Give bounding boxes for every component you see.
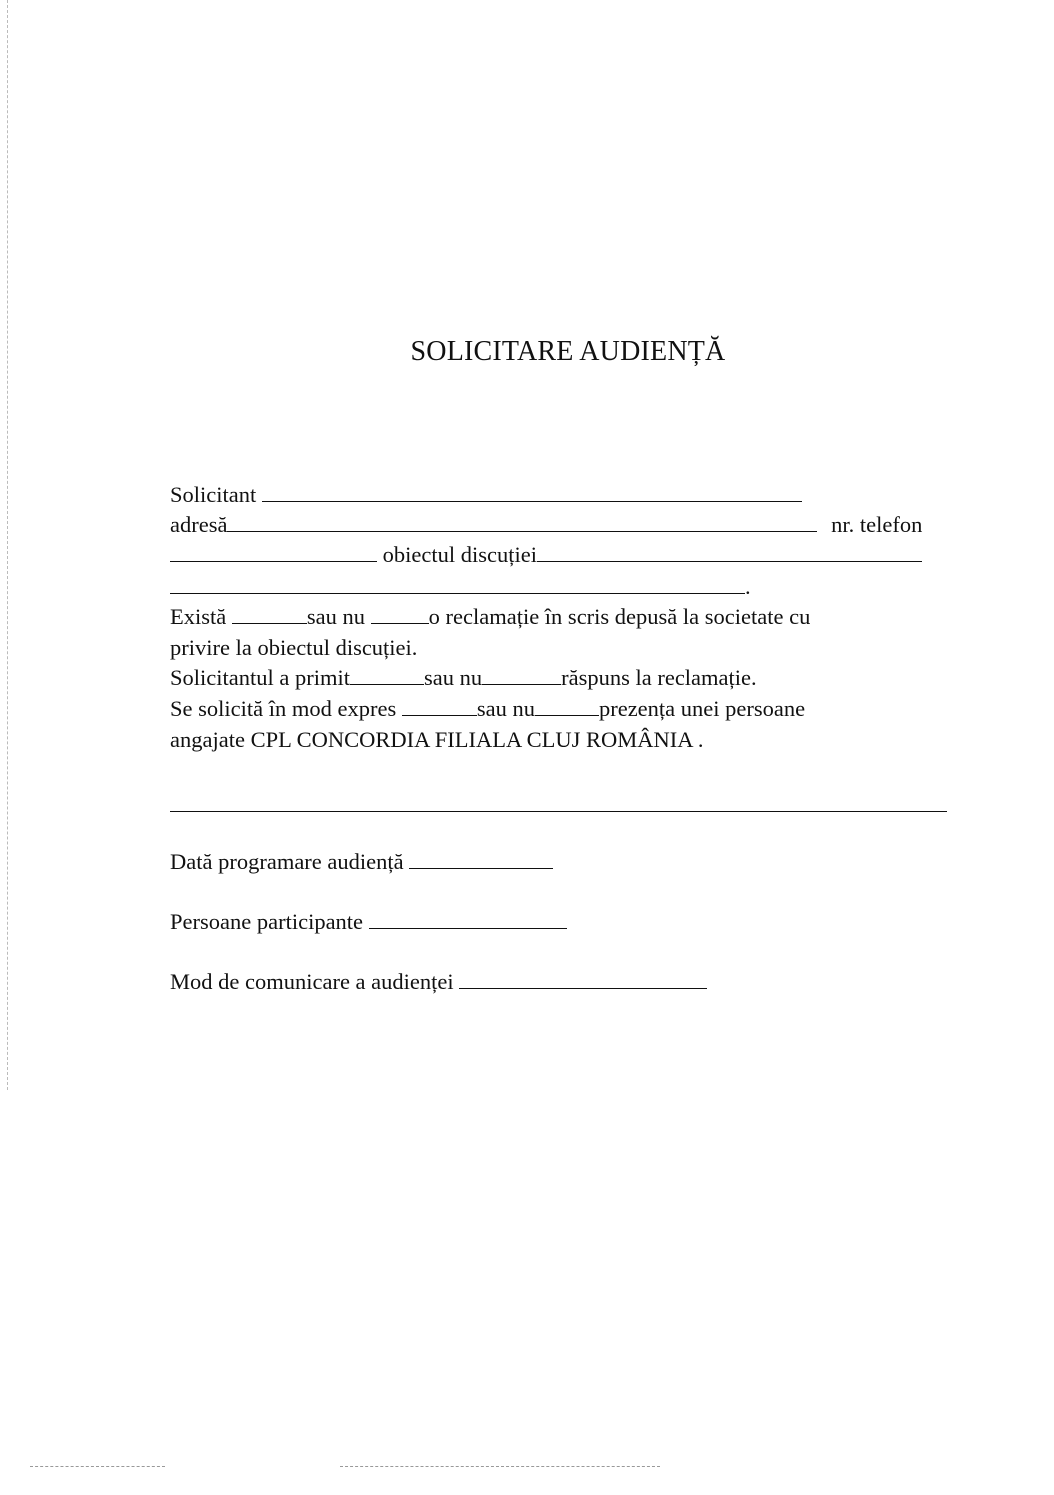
sau-nu-text: sau nu bbox=[423, 665, 483, 690]
solicita-nu-field[interactable] bbox=[535, 695, 599, 716]
primit-da-field[interactable] bbox=[350, 664, 424, 685]
persoane-line bbox=[170, 907, 567, 937]
solicitant-field[interactable] bbox=[262, 481, 802, 502]
obiect-continuation-line bbox=[170, 572, 751, 602]
scan-edge bbox=[7, 0, 8, 1090]
solicitant-line bbox=[170, 480, 802, 510]
solicita-line bbox=[170, 694, 805, 724]
scan-mark bbox=[340, 1466, 660, 1467]
separator-line bbox=[170, 811, 947, 812]
document-title: SOLICITARE AUDIENȚĂ bbox=[410, 336, 726, 367]
exista-nu-field[interactable] bbox=[371, 603, 429, 624]
data-programare-label: Dată programare audiență bbox=[170, 849, 404, 874]
data-programare-field[interactable] bbox=[409, 848, 553, 869]
sau-nu-text: sau nu bbox=[306, 604, 365, 629]
solicitant-label: Solicitant bbox=[170, 482, 257, 507]
primit-line bbox=[170, 663, 757, 693]
mod-comunicare-line bbox=[170, 967, 707, 997]
obiect-field[interactable] bbox=[537, 541, 922, 562]
persoane-field[interactable] bbox=[369, 908, 567, 929]
raspuns-text: răspuns la reclamație. bbox=[561, 665, 757, 690]
exista-line bbox=[170, 602, 810, 632]
end-dot: . bbox=[745, 574, 751, 599]
persoane-label: Persoane participante bbox=[170, 909, 364, 934]
privire-line: privire la obiectul discuției. bbox=[170, 635, 418, 660]
adresa-line bbox=[170, 510, 922, 540]
angajate-line: angajate CPL CONCORDIA FILIALA CLUJ ROMÂNIA . bbox=[170, 727, 704, 752]
telefon-field[interactable] bbox=[170, 541, 377, 562]
reclamatie-text: o reclamație în scris depusă la societate cu bbox=[428, 604, 811, 629]
scan-mark bbox=[30, 1466, 165, 1467]
obiect-field-continued[interactable] bbox=[170, 573, 745, 594]
exista-text: Există bbox=[170, 604, 227, 629]
adresa-label: adresă bbox=[170, 512, 228, 537]
mod-comunicare-label: Mod de comunicare a audienței bbox=[170, 969, 454, 994]
telefon-label: nr. telefon bbox=[831, 512, 923, 537]
obiect-line bbox=[170, 540, 922, 570]
sau-nu-text: sau nu bbox=[476, 696, 535, 721]
primit-text: Solicitantul a primit bbox=[170, 665, 350, 690]
exista-da-field[interactable] bbox=[232, 603, 307, 624]
obiect-label: obiectul discuției bbox=[382, 542, 537, 567]
data-programare-line bbox=[170, 847, 553, 877]
solicita-text: Se solicită în mod expres bbox=[170, 696, 397, 721]
solicita-da-field[interactable] bbox=[402, 695, 477, 716]
prezenta-text: prezența unei persoane bbox=[598, 696, 806, 721]
adresa-field[interactable] bbox=[227, 511, 817, 532]
primit-nu-field[interactable] bbox=[482, 664, 561, 685]
mod-comunicare-field[interactable] bbox=[459, 968, 707, 989]
